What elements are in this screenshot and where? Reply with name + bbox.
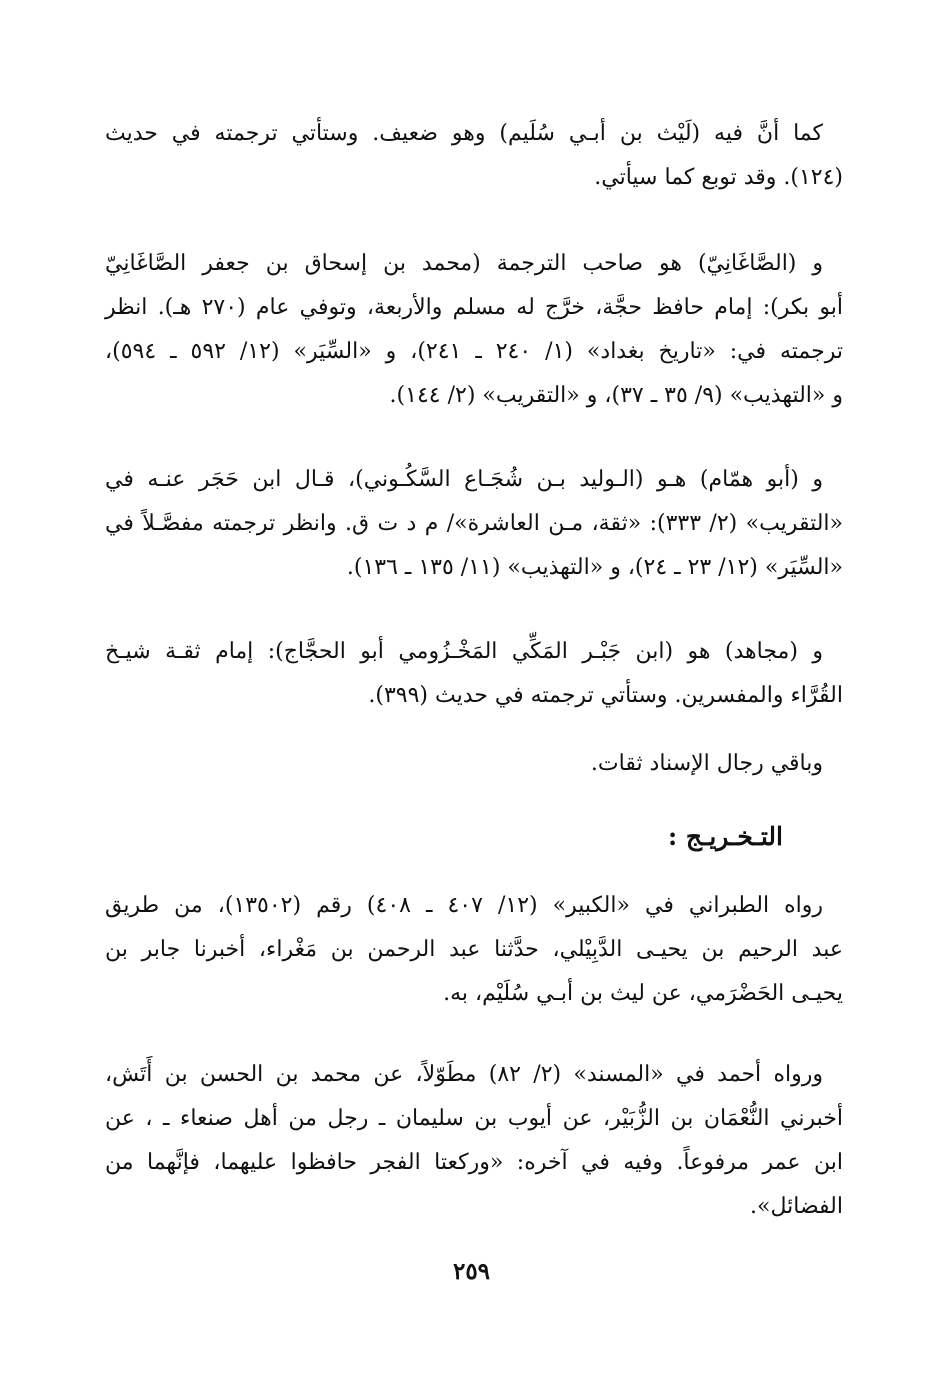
paragraph-line: وباقي رجال الإسناد ثقات. xyxy=(590,751,823,776)
paragraph-line: أخبرني النُّعْمَان بن الزُّبَيْر، عن أيوب بن سليمان ـ رجل من أهل صنعاء ـ ، عن xyxy=(105,1106,843,1131)
paragraph-line: «التقريب» (٢/ ٣٣٣): «ثقة، مـن العاشرة»/ م د ت ق. وانظر ترجمته مفصَّـلاً في xyxy=(105,511,843,536)
paragraph-line: عبد الرحيم بن يحيـى الدَّبِيْلي، حدَّثنا عبد الرحمن بن مَغْراء، أخبرنا جابر بن xyxy=(105,937,843,962)
paragraph-line: أبو بكر): إمام حافظ حجَّة، خرَّج له مسلم والأربعة، وتوفي عام (٢٧٠ هـ). انظر xyxy=(105,295,843,320)
paragraph-mujahid xyxy=(105,630,843,718)
paragraph-line: «السِّيَر» (١٢/ ٢٣ ـ ٢٤)، و «التهذيب» (١١/ ١٣٥ ـ ١٣٦). xyxy=(346,555,843,580)
paragraph-line: ابن عمر مرفوعاً. وفيه في آخره: «وركعتا الفجر حافظوا عليهما، فإنَّهما من xyxy=(105,1150,843,1175)
paragraph-line: الفضائل». xyxy=(750,1194,843,1219)
paragraph-line: يحيـى الحَضْرَمي، عن ليث بن أبـي سُلَيْم، به. xyxy=(443,981,843,1006)
paragraph-remaining-narrators xyxy=(105,742,843,786)
paragraph-line: و (مجاهد) هو (ابن جَبْـر المَكِّي المَخْـزُومي أبو الحجَّاج): إمام ثقـة شيـخ xyxy=(105,639,823,664)
paragraph-line: (١٢٤). وقد توبع كما سيأتي. xyxy=(594,165,843,190)
paragraph-line: ورواه أحمد في «المسند» (٢/ ٨٢) مطَوّلاً، عن محمد بن الحسن بن أَتَش، xyxy=(105,1062,823,1087)
paragraph-ahmad xyxy=(105,1053,843,1229)
page-number: ٢٥٩ xyxy=(452,1258,491,1285)
paragraph-line: ترجمته في: «تاريخ بغداد» (١/ ٢٤٠ ـ ٢٤١)، و «السِّيَر» (١٢/ ٥٩٢ ـ ٥٩٤)، xyxy=(105,339,843,364)
paragraph-line: و (أبو همّام) هـو (الـوليد بـن شُجَـاع السَّكُـوني)، قـال ابن حَجَر عنـه في xyxy=(105,467,823,492)
paragraph-line: كما أنَّ فيه (لَيْث بن أبـي سُلَيم) وهو ضعيف. وستأتي ترجمته في حديث xyxy=(105,121,823,146)
paragraph-line: و «التهذيب» (٩/ ٣٥ ـ ٣٧)، و «التقريب» (٢/ ١٤٤). xyxy=(389,383,843,408)
paragraph-line: رواه الطبراني في «الكبير» (١٢/ ٤٠٧ ـ ٤٠٨) رقم (١٣٥٠٢)، من طريق xyxy=(105,893,823,918)
paragraph-line: و (الصَّاغَانِيّ) هو صاحب الترجمة (محمد بن إسحاق بن جعفر الصَّاغَانِيّ xyxy=(105,251,823,276)
paragraph-saghani xyxy=(105,242,843,418)
paragraph-tabarani xyxy=(105,884,843,1016)
paragraph-line: القُرَّاء والمفسرين. وستأتي ترجمته في حديث (٣٩٩). xyxy=(368,683,843,708)
section-heading-takhrij: التـخـريـج : xyxy=(667,822,783,851)
paragraph-abu-hammam xyxy=(105,458,843,590)
paragraph-layth-weakness xyxy=(105,112,843,200)
